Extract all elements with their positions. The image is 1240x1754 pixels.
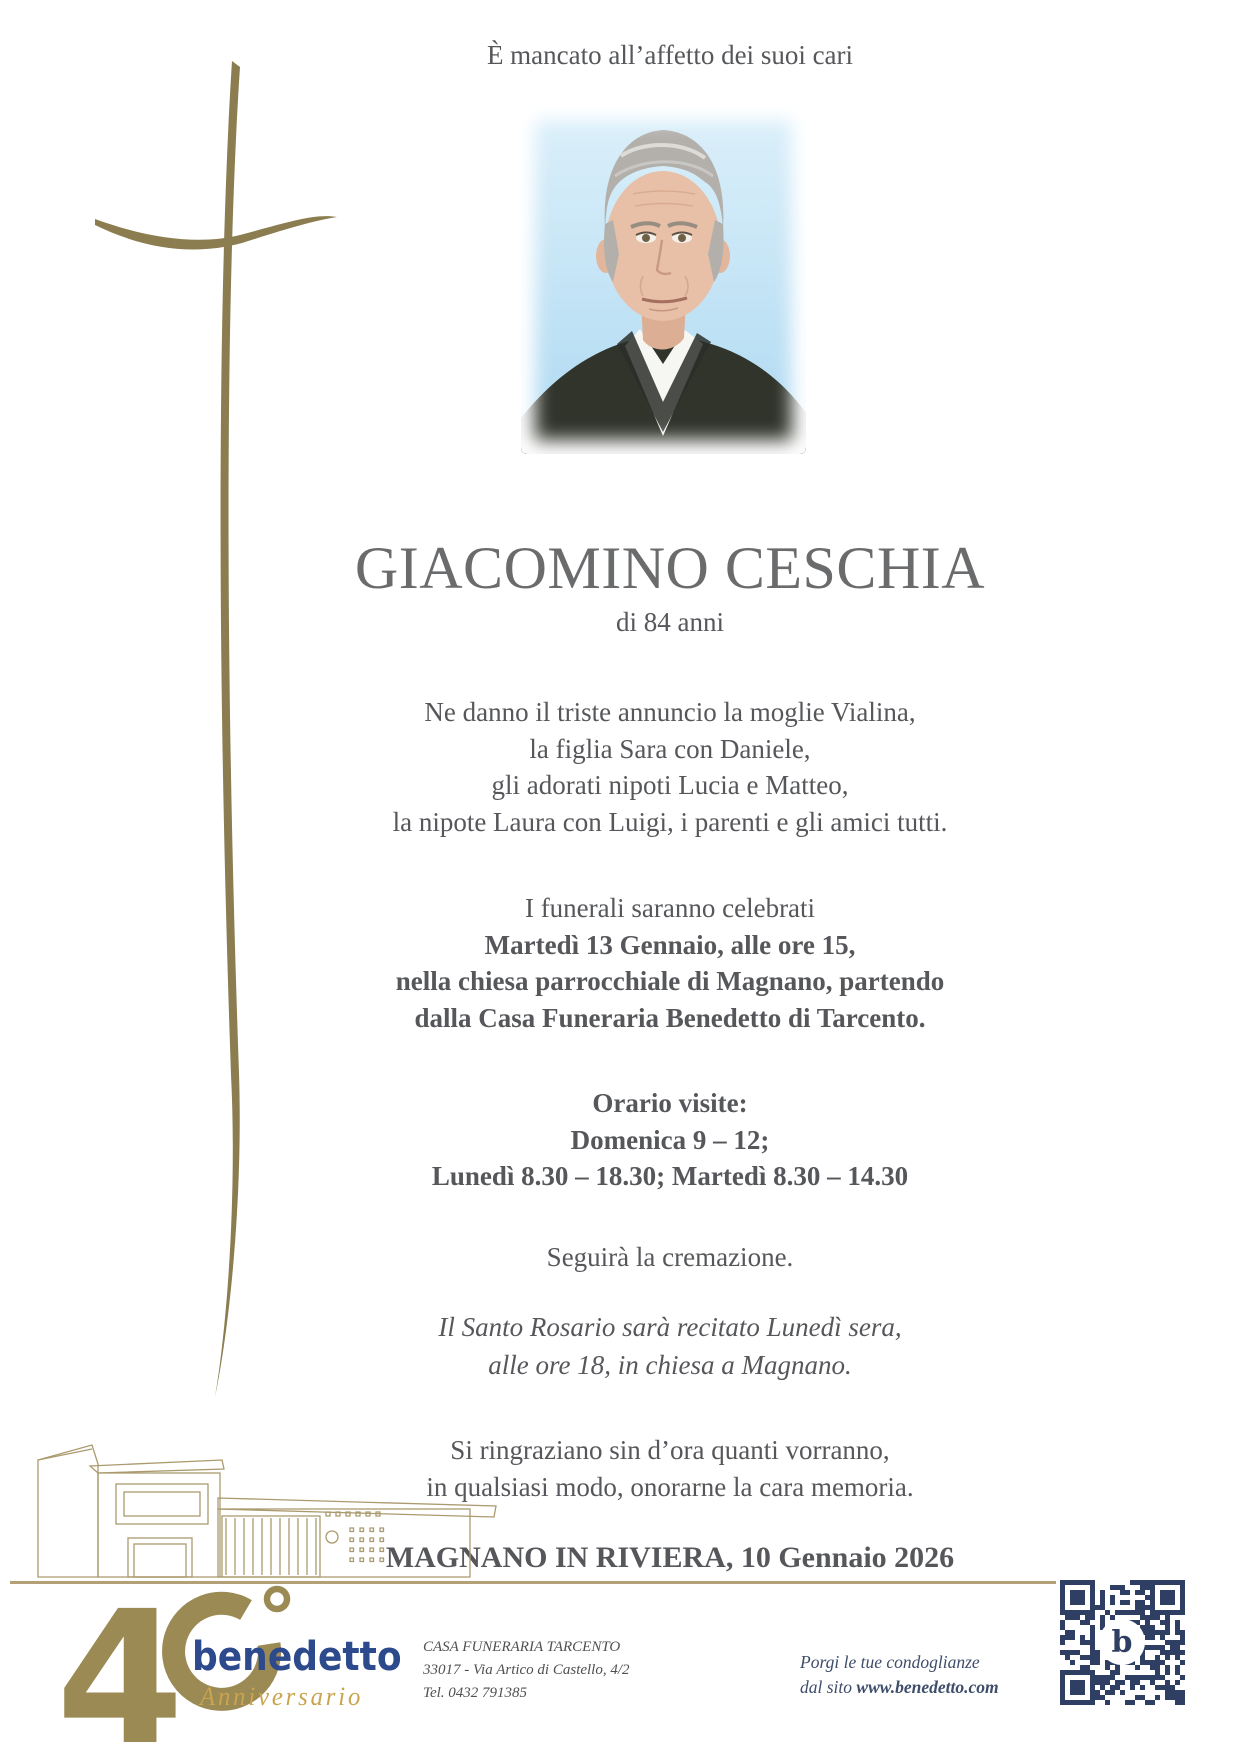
visits-section (325, 1085, 1015, 1195)
age-line: di 84 anni (616, 607, 724, 637)
address-line: CASA FUNERARIA TARCENTO (423, 1639, 621, 1655)
qr-logo-b: b (1111, 1624, 1133, 1660)
rosary-section (325, 1308, 1015, 1384)
announcement-line: gli adorati nipoti Lucia e Matteo, (491, 770, 849, 800)
thanks-line: in qualsiasi modo, onorarne la cara memoria. (426, 1471, 914, 1502)
condolence-prefix: dal sito (800, 1677, 857, 1697)
intro-line: È mancato all’affetto dei suoi cari (486, 40, 854, 70)
funeral-detail-line: nella chiesa parrocchiale di Magnano, partendo (395, 966, 945, 996)
condolence-block (800, 1650, 999, 1700)
visits-line: Lunedì 8.30 – 18.30; Martedì 8.30 – 14.30 (431, 1161, 909, 1191)
cremation-line: Seguirà la cremazione. (546, 1242, 794, 1272)
qr-logo (1099, 1619, 1145, 1665)
visits-title: Orario visite: (592, 1088, 748, 1118)
deceased-name: GIACOMINO CESCHIA (354, 535, 986, 601)
portrait-photo (521, 106, 806, 454)
logo-degree-icon (267, 1589, 287, 1609)
condolence-line (800, 1675, 999, 1700)
logo-number-40: 4 (56, 1572, 185, 1754)
announcement (325, 694, 1015, 840)
thanks-line: Si ringraziano sin d’ora quanti vorranno, (450, 1435, 890, 1465)
address-line: Tel. 0432 791385 (423, 1685, 528, 1701)
rosary-line: alle ore 18, in chiesa a Magnano. (488, 1350, 852, 1380)
announcement-line: Ne danno il triste annuncio la moglie Vialina, (424, 697, 916, 727)
address-block (423, 1636, 630, 1705)
funeral-intro: I funerali saranno celebrati (524, 893, 816, 923)
place-date: MAGNANO IN RIVIERA, 10 Gennaio 2026 (385, 1541, 955, 1574)
funeral-detail-line: dalla Casa Funeraria Benedetto di Tarcento. (414, 1002, 926, 1033)
cross-icon (80, 55, 350, 1405)
announcement-line: la nipote Laura con Luigi, i parenti e gli amici tutti. (392, 806, 948, 837)
condolence-url: www.benedetto.com (856, 1677, 999, 1697)
building-drawing (32, 1440, 502, 1592)
address-line: 33017 - Via Artico di Castello, 4/2 (423, 1662, 630, 1678)
brand-name: benedetto (192, 1634, 402, 1680)
funeral-detail-line: Martedì 13 Gennaio, alle ore 15, (484, 929, 856, 960)
rosary-line: Il Santo Rosario sarà recitato Lunedì sera, (438, 1312, 902, 1342)
funeral-section (325, 890, 1015, 1036)
visits-line: Domenica 9 – 12; (570, 1124, 770, 1155)
logo-subtitle: Anniversario (200, 1682, 364, 1711)
condolence-line: Porgi le tue condoglianze (800, 1652, 980, 1672)
announcement-line: la figlia Sara con Daniele, (529, 733, 811, 764)
